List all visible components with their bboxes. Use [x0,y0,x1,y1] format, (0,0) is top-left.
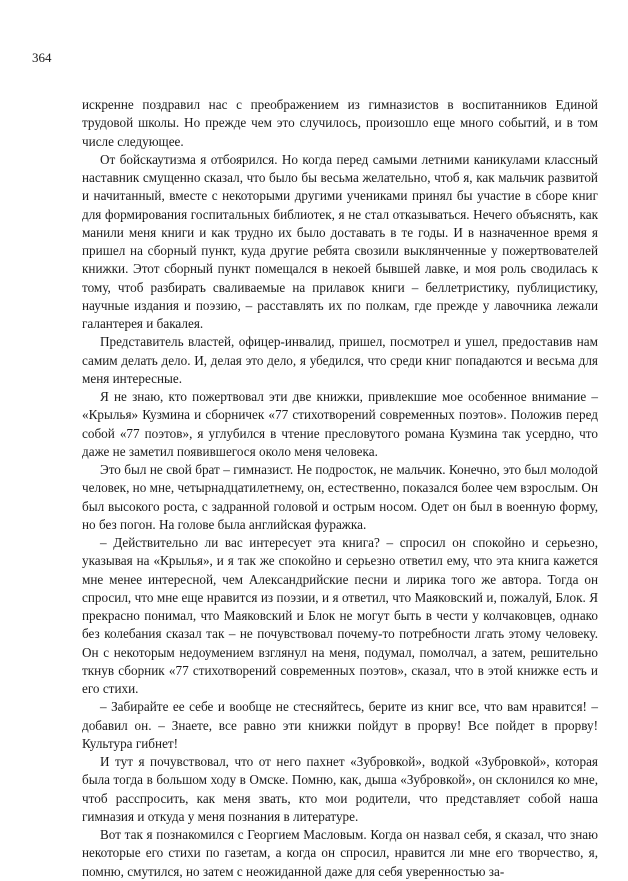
paragraph: Вот так я познакомился с Георгием Масловым. Когда он назвал себя, я сказал, что знаю некоторые его стихи по газетам, а когда он спросил, нравится ли мне его творчество, я, помню, смутился, но затем с неожиданной даже для себя уверенностью за- [82,827,598,879]
body-text [82,96,598,881]
paragraph: И тут я почувствовал, что от него пахнет «Зубровкой», водкой «Зубровкой», которая была тогда в большом ходу в Омске. Помню, как, дыша «Зубровкой», он склонился ко мне, чтоб расспросить, как меня звать, кто мои родители, что представляет собой наша гимназия и откуда у меня познания в литературе. [82,754,598,824]
paragraph: Я не знаю, кто пожертвовал эти две книжки, привлекшие мое особенное внимание – «Крылья» Кузмина и сборничек «77 стихотворений современных поэтов». Положив перед собой «77 поэтов», я углубился в чтение пресловутого романа Кузмина так усердно, что даже не заметил появившегося около меня человека. [82,389,598,459]
paragraph: – Забирайте ее себе и вообще не стесняйтесь, берите из книг все, что вам нравится! – добавил он. – Знаете, все равно эти книжки пойдут в прорву! Все пойдет в прорву! Культура гибнет! [82,699,598,751]
paragraph: Это был не свой брат – гимназист. Не подросток, не мальчик. Конечно, это был молодой человек, но мне, четырнадцатилетнему, он, естественно, показался более чем взрослым. Он был высокого роста, с задранной головой и острым носом. Одет он был в военную форму, но без погон. На голове была английская фуражка. [82,462,598,532]
paragraph: – Действительно ли вас интересует эта книга? – спросил он спокойно и серьезно, указывая на «Крылья», и я так же спокойно и серьезно ответил ему, что эта книга кажется мне менее интересной, чем Александрийские песни и лирика того же автора. Тогда он спросил, что мне еще нравится из поэзии, и я ответил, что Маяковский и, пожалуй, Блок. Я прекрасно понимал, что Маяковский и Блок не могут быть в чести у колчаковцев, однако без колебания сказал так – не почувствовал почему-то потребности лгать этому человеку. Он с некоторым недоумением взглянул на меня, подумал, помолчал, а затем, решительно ткнув сборник «77 стихотворений современных поэтов», сказал, что в этой книжке есть и его стихи. [82,535,598,696]
paragraph: Представитель властей, офицер-инвалид, пришел, посмотрел и ушел, предоставив нам самим делать дело. И, делая это дело, я убедился, что среди книг попадаются и весьма для меня интересные. [82,334,598,386]
paragraph: От бойскаутизма я отбоярился. Но когда перед самыми летними каникулами классный наставник смущенно сказал, что было бы весьма желательно, чтоб я, как мальчик развитой и начитанный, вместе с некоторыми другими учениками принял бы участие в сборе книг для формирования госпитальных библиотек, я не стал отказываться. Нечего объяснять, как манили меня книги и как трудно их было доставать в те годы. И в назначенное время я пришел на сборный пункт, куда другие ребята свозили выклянченные у пожертвователей книжки. Этот сборный пункт помещался в некоей бывшей лавке, и моя роль сводилась к тому, чтоб разбирать сваливаемые на прилавок книги – беллетристику, публицистику, научные издания и поэзию, – расставлять их по полкам, где прежде у лавочника лежали галантерея и бакалея. [82,151,598,331]
page-number: 364 [32,50,52,65]
paragraph: искренне поздравил нас с преображением из гимназистов в воспитанников Единой трудовой школы. Но прежде чем это случилось, произошло еще много событий, и в том числе следующее. [82,97,598,149]
